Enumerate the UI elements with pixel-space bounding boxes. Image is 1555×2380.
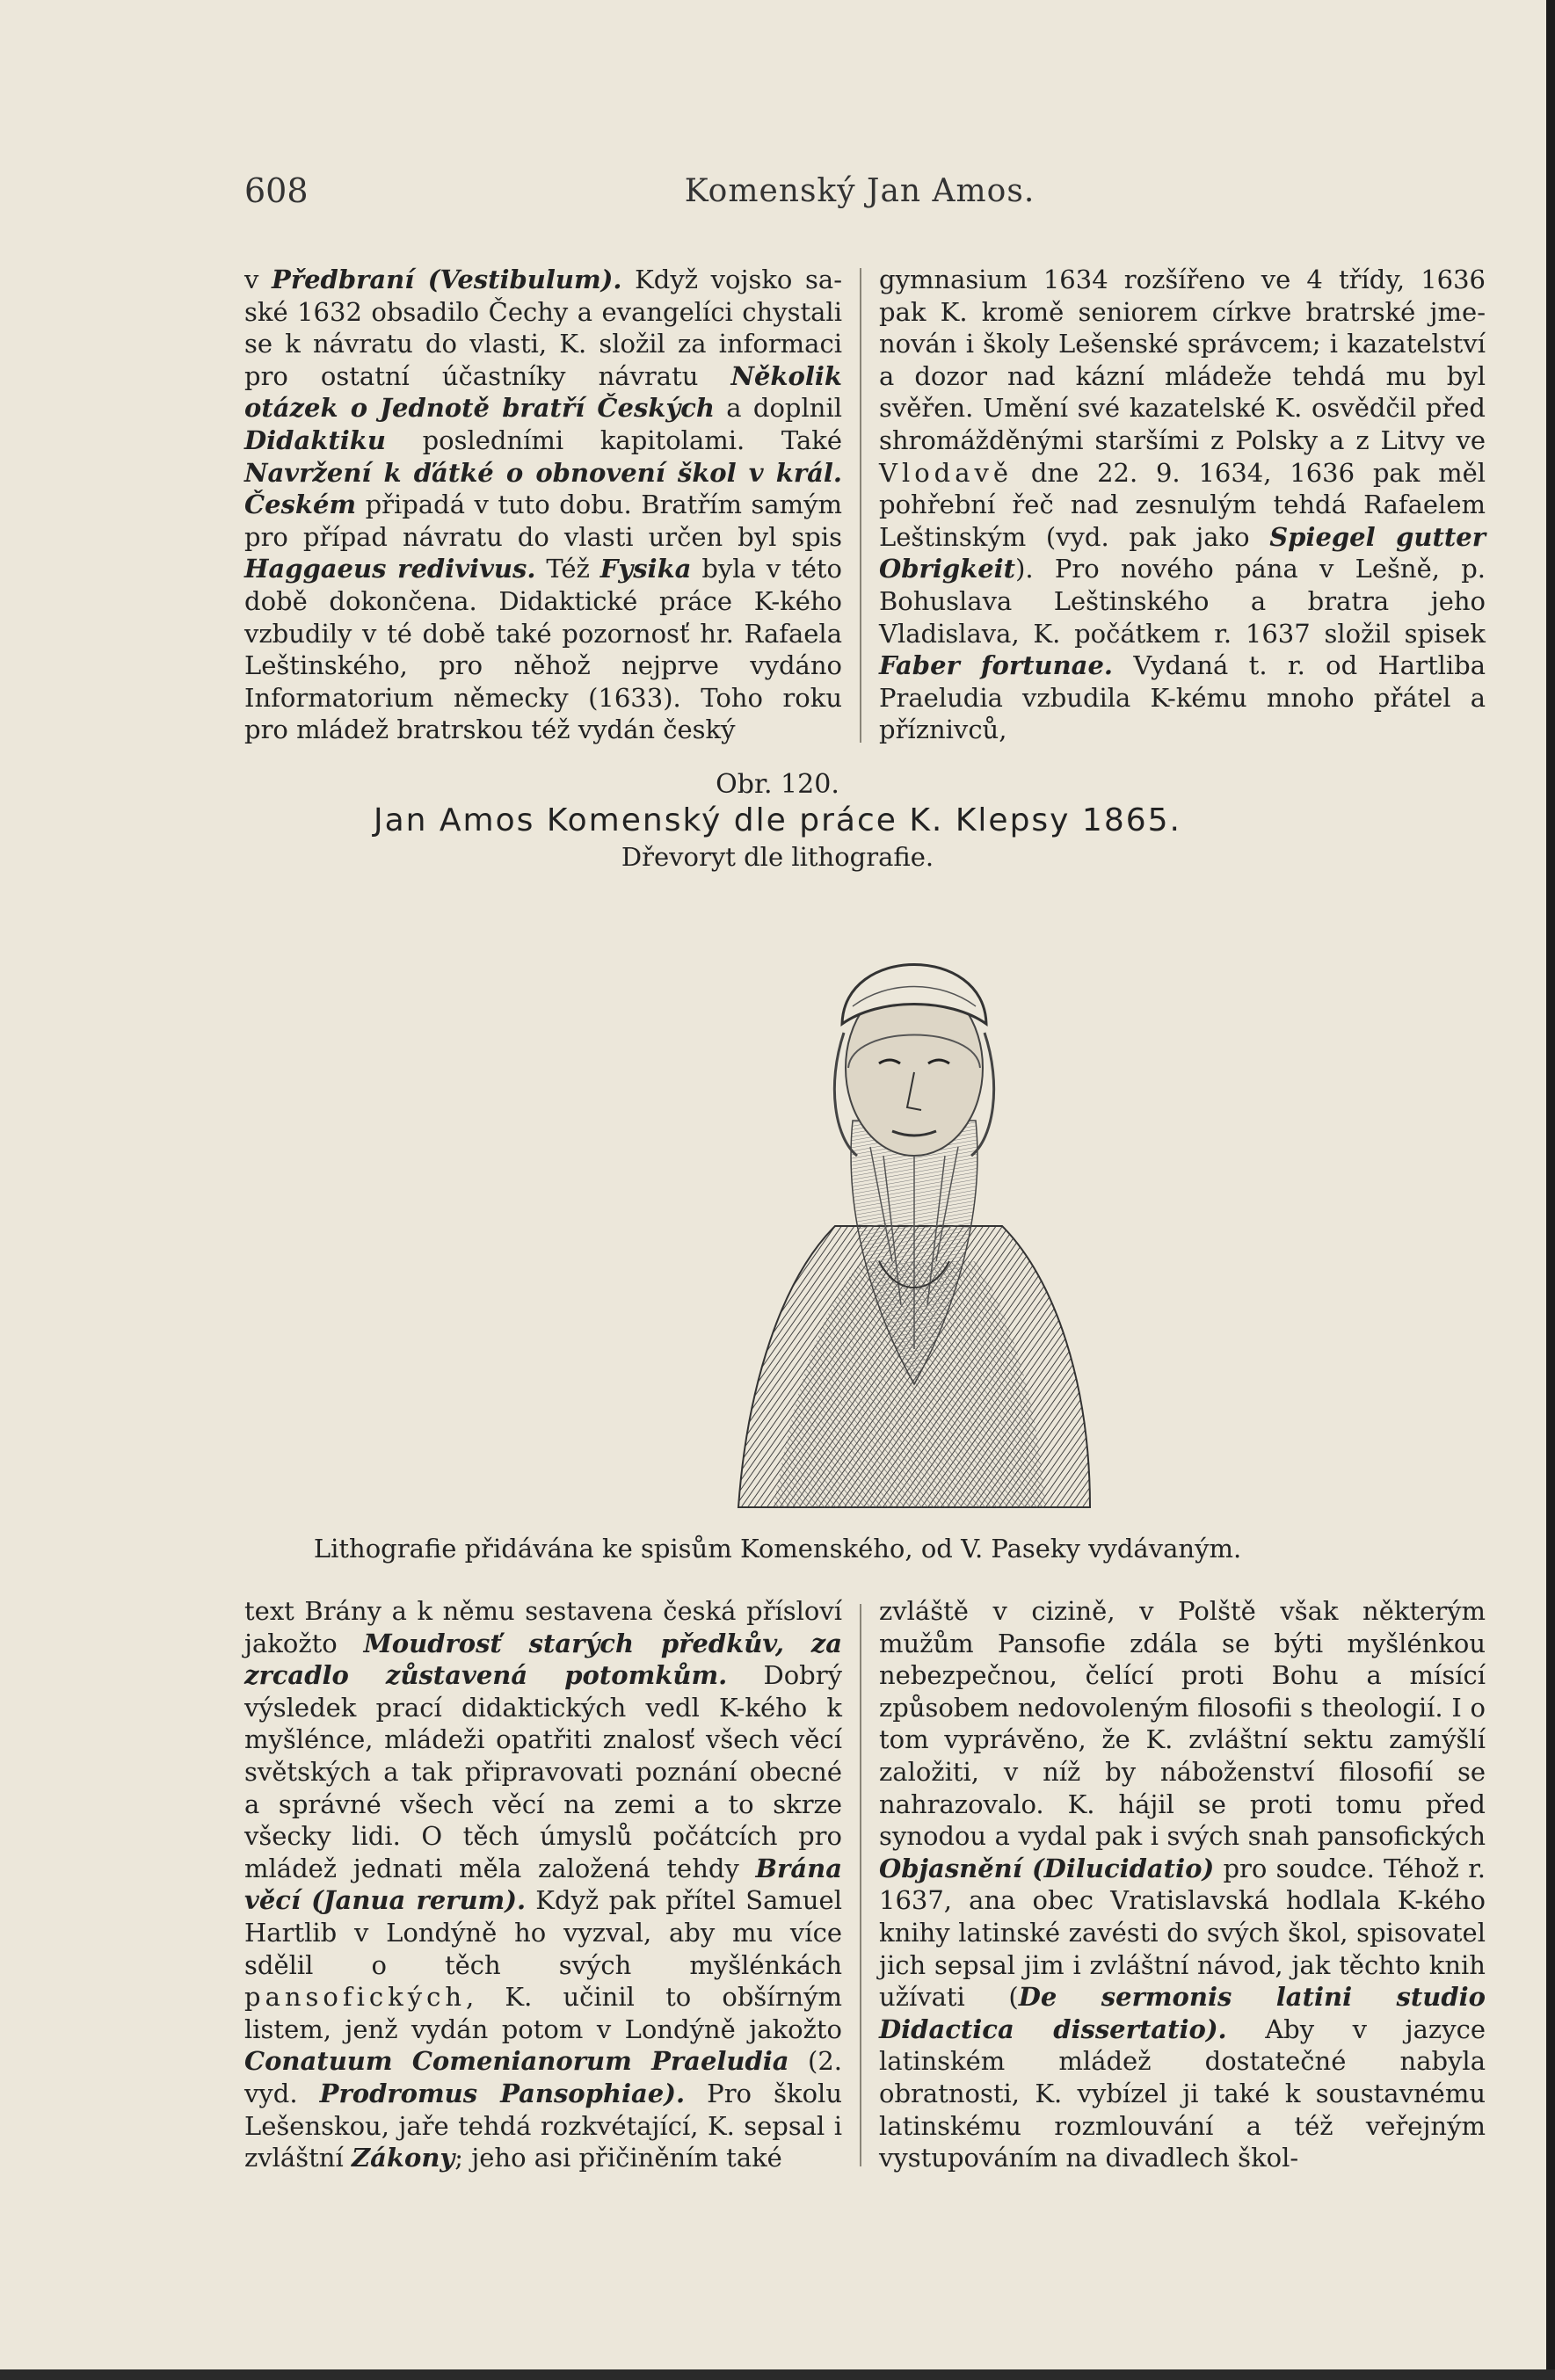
paragraph: v Předbraní (Vestibulum). Když vojsko saské 1632 obsadilo Čechy a evangelíci chystali se k návratu do vlasti, K. složil za informaci pro ostatní účastníky návratu Několik otázek o Jednotě bratří Českých a doplnil Didaktiku posledními kapitolami. Také Navržení k ďátké o obnovení škol v král. Českém připadá v tuto dobu. Bratřím samým pro případ návratu do vlasti určen byl spis Haggaeus redivivus. Též Fysika byla v této době dokončena. Didaktické práce K-kého vzbudily v té době také pozornosť hr. Rafaela Leštinského, pro něhož nejprve vydáno Informatorium německy (1633). Toho roku pro mládež bratrskou též vydán český — [244, 265, 842, 745]
paragraph: gymnasium 1634 rozšířeno ve 4 třídy, 1636 pak K. kromě seniorem církve bratrské jmenován i školy Lešenské správcem; i kazatelství a dozor nad kázní mládeže tehdá mu byl svěřen. Umění své kazatelské K. osvědčil před shromážděnými staršími z Polsky a z Litvy ve Vlodavě dne 22. 9. 1634, 1636 pak měl pohřební řeč nad zesnulým tehdá Rafaelem Leštinským (vyd. pak jako Spiegel gutter Obrigkeit). Pro nového pána v Lešně, p. Bohuslava Leštinského a bratra jeho Vladislava, K. počátkem r. 1637 složil spisek Faber fortunae. Vydaná t. r. od Hartliba Praeludia vzbudila K-kému mnoho přátel a příznivců, — [879, 265, 1486, 745]
page-header — [244, 171, 1475, 215]
running-head: Komenský Jan Amos. — [684, 173, 1035, 209]
column-bottom-left — [244, 1595, 842, 2174]
column-divider — [860, 268, 861, 743]
figure-number: Obr. 120. — [716, 769, 839, 800]
figure-caption: Lithografie přidávána ke spisům Komenského, od V. Paseky vydávaným. — [313, 1534, 1242, 1564]
column-divider — [860, 1604, 861, 2166]
paragraph: text Brány a k němu sestavena česká přísloví jakožto Moudrosť starých předkův, za zrcadlo zůstavená potomkům. Dobrý výsledek prací didaktických vedl K-kého k myšlénce, mládeži opatřiti znalosť všech věcí světských a tak připravovati poznání obecné a správné všech věcí na zemi a to skrze všecky lidi. O těch úmyslů počátcích pro mládež jednati měla založená tehdy Brána věcí (Janua rerum). Když pak přítel Samuel Hartlib v Londýně ho vyzval, aby mu více sdělil o těch svých myšlénkách pansofických, K. učinil to obšírným listem, jenž vydán potom v Londýně jakožto Conatuum Comenianorum Praeludia (2. vyd. Prodromus Pansophiae). Pro školu Lešenskou, jaře tehdá rozkvétající, K. sepsal i zvláštní Zákony; jeho asi přičiněním také — [244, 1596, 842, 2173]
page-edge-right — [1546, 0, 1555, 2380]
figure-note: Dřevoryt dle lithografie. — [621, 842, 934, 872]
column-bottom-right — [879, 1595, 1486, 2174]
paragraph: zvláště v cizině, v Polště však některým mužům Pansofie zdála se býti myšlénkou nebezpečnou, čelící proti Bohu a mísící způsobem nedovoleným filosofii s theologií. I o tom vyprávěno, že K. zvláštní sektu zamýšlí založiti, v níž by náboženství filosofií se nahrazovalo. K. hájil se proti tomu před synodou a vydal pak i svých snah pansofických Objasnění (Dilucidatio) pro soudce. Téhož r. 1637, ana obec Vratislavská hodlala K-kého knihy latinské zavésti do svých škol, spisovatel jich sepsal jim i zvláštní návod, jak těchto knih užívati (De sermonis latini studio Didactica dissertatio). Aby v jazyce latinském mládež dostatečné nabyla obratnosti, K. vybízel ji také k soustavnému latinskému rozmlouvání a též veřejným vystupováním na divadlech škol- — [879, 1596, 1486, 2173]
column-top-right — [879, 264, 1486, 746]
page-edge-bottom — [0, 2369, 1555, 2380]
page-number: 608 — [244, 171, 309, 210]
figure-title: Jan Amos Komenský dle práce K. Klepsy 1865. — [373, 802, 1181, 838]
column-top-left — [244, 264, 842, 746]
portrait-engraving — [721, 892, 1108, 1525]
